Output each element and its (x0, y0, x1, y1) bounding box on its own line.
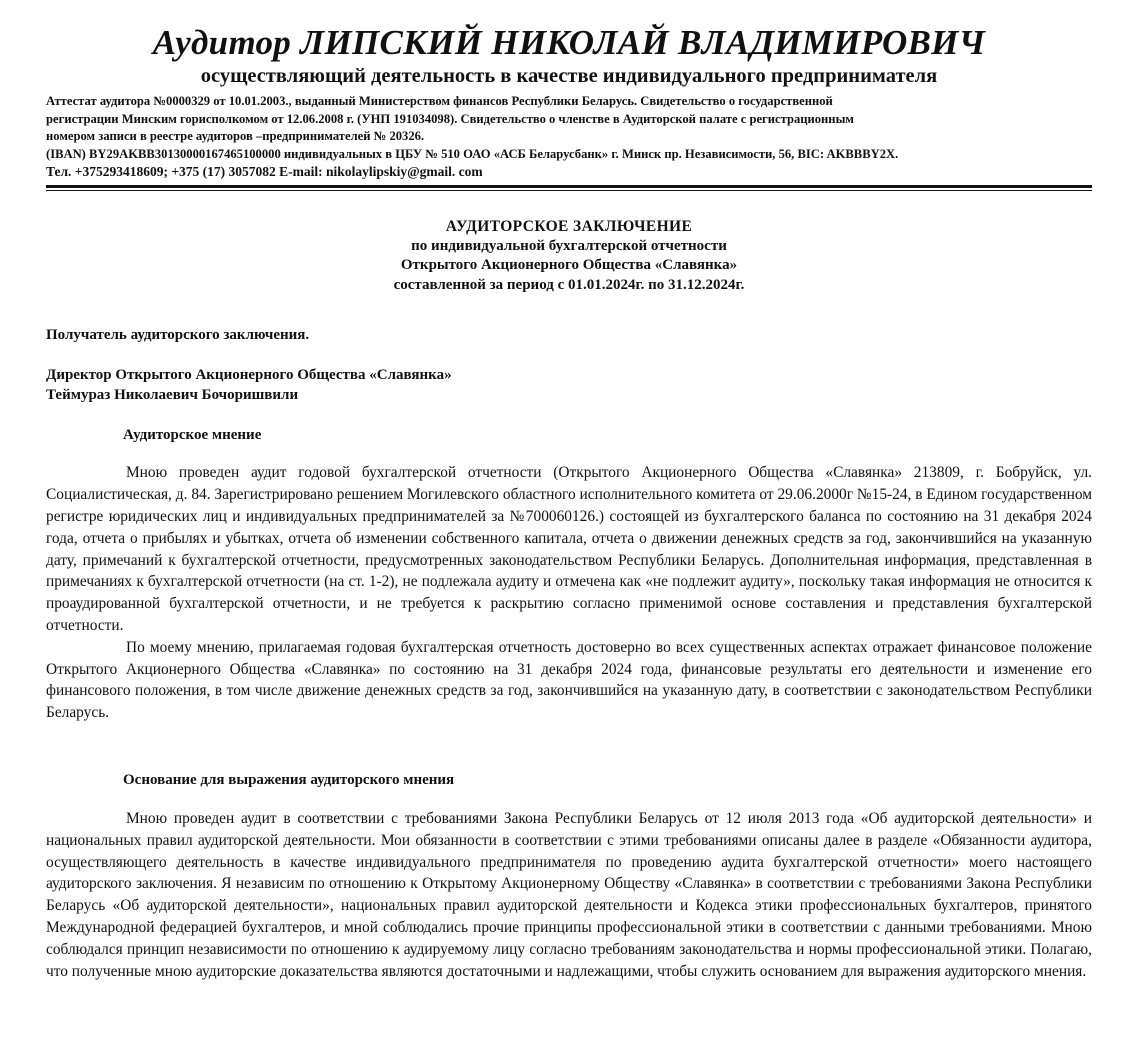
auditor-subtitle: осуществляющий деятельность в качестве индивидуального предпринимателя (200, 65, 938, 87)
addressee-name: Теймураз Николаевич Бочоришвили (46, 387, 299, 404)
opinion-paragraph-2: По моему мнению, прилагаемая годовая бухгалтерская отчетность достоверно во всех существенных аспектах отражает финансовое положение Открытого Акционерного Общества «Славянка» по состоянию на 31 декабря 2024 года, финансовые результаты его деятельности и изменение его финансового положения, в том числе движение денежных средств за год, закончившийся на указанную дату, в соответствии с законодательством Республики Беларусь. (46, 638, 1092, 722)
certificate-line-1: Аттестат аудитора №0000329 от 10.01.2003., выданный Министерством финансов Республики Беларусь. Свидетельство о государственной (46, 94, 833, 108)
bank-details-line: (IBAN) BY29AKBB30130000167465100000 индивидуальных в ЦБУ № 510 ОАО «АСБ Беларусбанк» г. Минск пр. Независимости, 56, BIC: AKBBBY2X. (46, 146, 899, 161)
letterhead-rule-thin (46, 190, 1092, 191)
addressee-block (46, 365, 1092, 405)
opinion-paragraph-1: Мною проведен аудит годовой бухгалтерской отчетности (Открытого Акционерного Общества «Славянка» 213809, г. Бобруйск, ул. Социалистическая, д. 84. Зарегистрировано решением Могилевского областного исполнительного комитета от 29.06.2000г №15-24, в Едином государственном регистре юридических лиц и индивидуальных предпринимателей за №700060126.) состоящей из бухгалтерского баланса по состоянию на 31 декабря 2024 года, отчета о прибылях и убытках, отчета об изменении собственного капитала, отчета о движении денежных средств за год, закончившийся на указанную дату, примечаний к бухгалтерской отчетности, предусмотренных законодательством Республики Беларусь. Дополнительная информация, представленная в примечаниях к бухгалтерской отчетности (на ст. 1-2), не подлежала аудиту и отмечена как «не подлежит аудиту», поскольку такая информация не относится к проаудированной бухгалтерской отчетности, и не требуется к раскрытию согласно применимой основе составления и представления бухгалтерской отчетности. (46, 464, 1092, 635)
auditor-title: Аудитор ЛИПСКИЙ НИКОЛАЙ ВЛАДИМИРОВИЧ (152, 23, 986, 62)
recipient-label: Получатель аудиторского заключения. (46, 327, 310, 344)
certificate-line-3: номером записи в реестре аудиторов –предпринимателей № 20326. (46, 129, 425, 144)
reporting-period: составленной за период с 01.01.2024г. по 31.12.2024г. (393, 276, 745, 293)
company-name: Открытого Акционерного Общества «Славянка» (400, 257, 738, 274)
contacts-line: Тел. +375293418609; +375 (17) 3057082 E-mail: nikolaylipskiy@gmail. com (46, 164, 483, 180)
document-subject: по индивидуальной бухгалтерской отчетности (411, 237, 727, 254)
letterhead (46, 0, 1092, 191)
opinion-section-title: Аудиторское мнение (123, 427, 262, 444)
document-heading (46, 217, 1092, 296)
document-title: АУДИТОРСКОЕ ЗАКЛЮЧЕНИЕ (445, 217, 693, 235)
addressee-position: Директор Открытого Акционерного Общества «Славянка» (46, 367, 452, 384)
basis-section-title: Основание для выражения аудиторского мнения (123, 772, 455, 789)
basis-paragraph-1: Мною проведен аудит в соответствии с требованиями Закона Республики Беларусь от 12 июля 2013 года «Об аудиторской деятельности» и национальных правил аудиторской деятельности. Мои обязанности в соответствии с этими требованиями описаны далее в разделе «Обязанности аудитора, осуществляющего деятельность в качестве индивидуального предпринимателя по проведению аудита бухгалтерской отчетности» моего настоящего аудиторского заключения. Я независим по отношению к Открытому Акционерному Обществу «Славянка» в соответствии с требованиями Закона Республики Беларусь «Об аудиторской деятельности», национальных правил аудиторской деятельности и Кодекса этики профессиональных бухгалтеров, принятого Международной федерацией бухгалтеров, и мной соблюдались прочие принципы профессиональной этики в соответствии с данными требованиями. Мною соблюдался принцип независимости по отношению к аудируемому лицу согласно требованиям законодательства и нормы профессиональной этики. Полагаю, что полученные мною аудиторские доказательства являются достаточными и надлежащими, чтобы служить основанием для выражения аудиторского мнения. (46, 810, 1092, 980)
certificate-line-2: регистрации Минским горисполкомом от 12.06.2008 г. (УНП 191034098). Свидетельство о членстве в Аудиторской палате с регистрационным (46, 111, 854, 126)
letterhead-rule-thick (46, 185, 1092, 188)
